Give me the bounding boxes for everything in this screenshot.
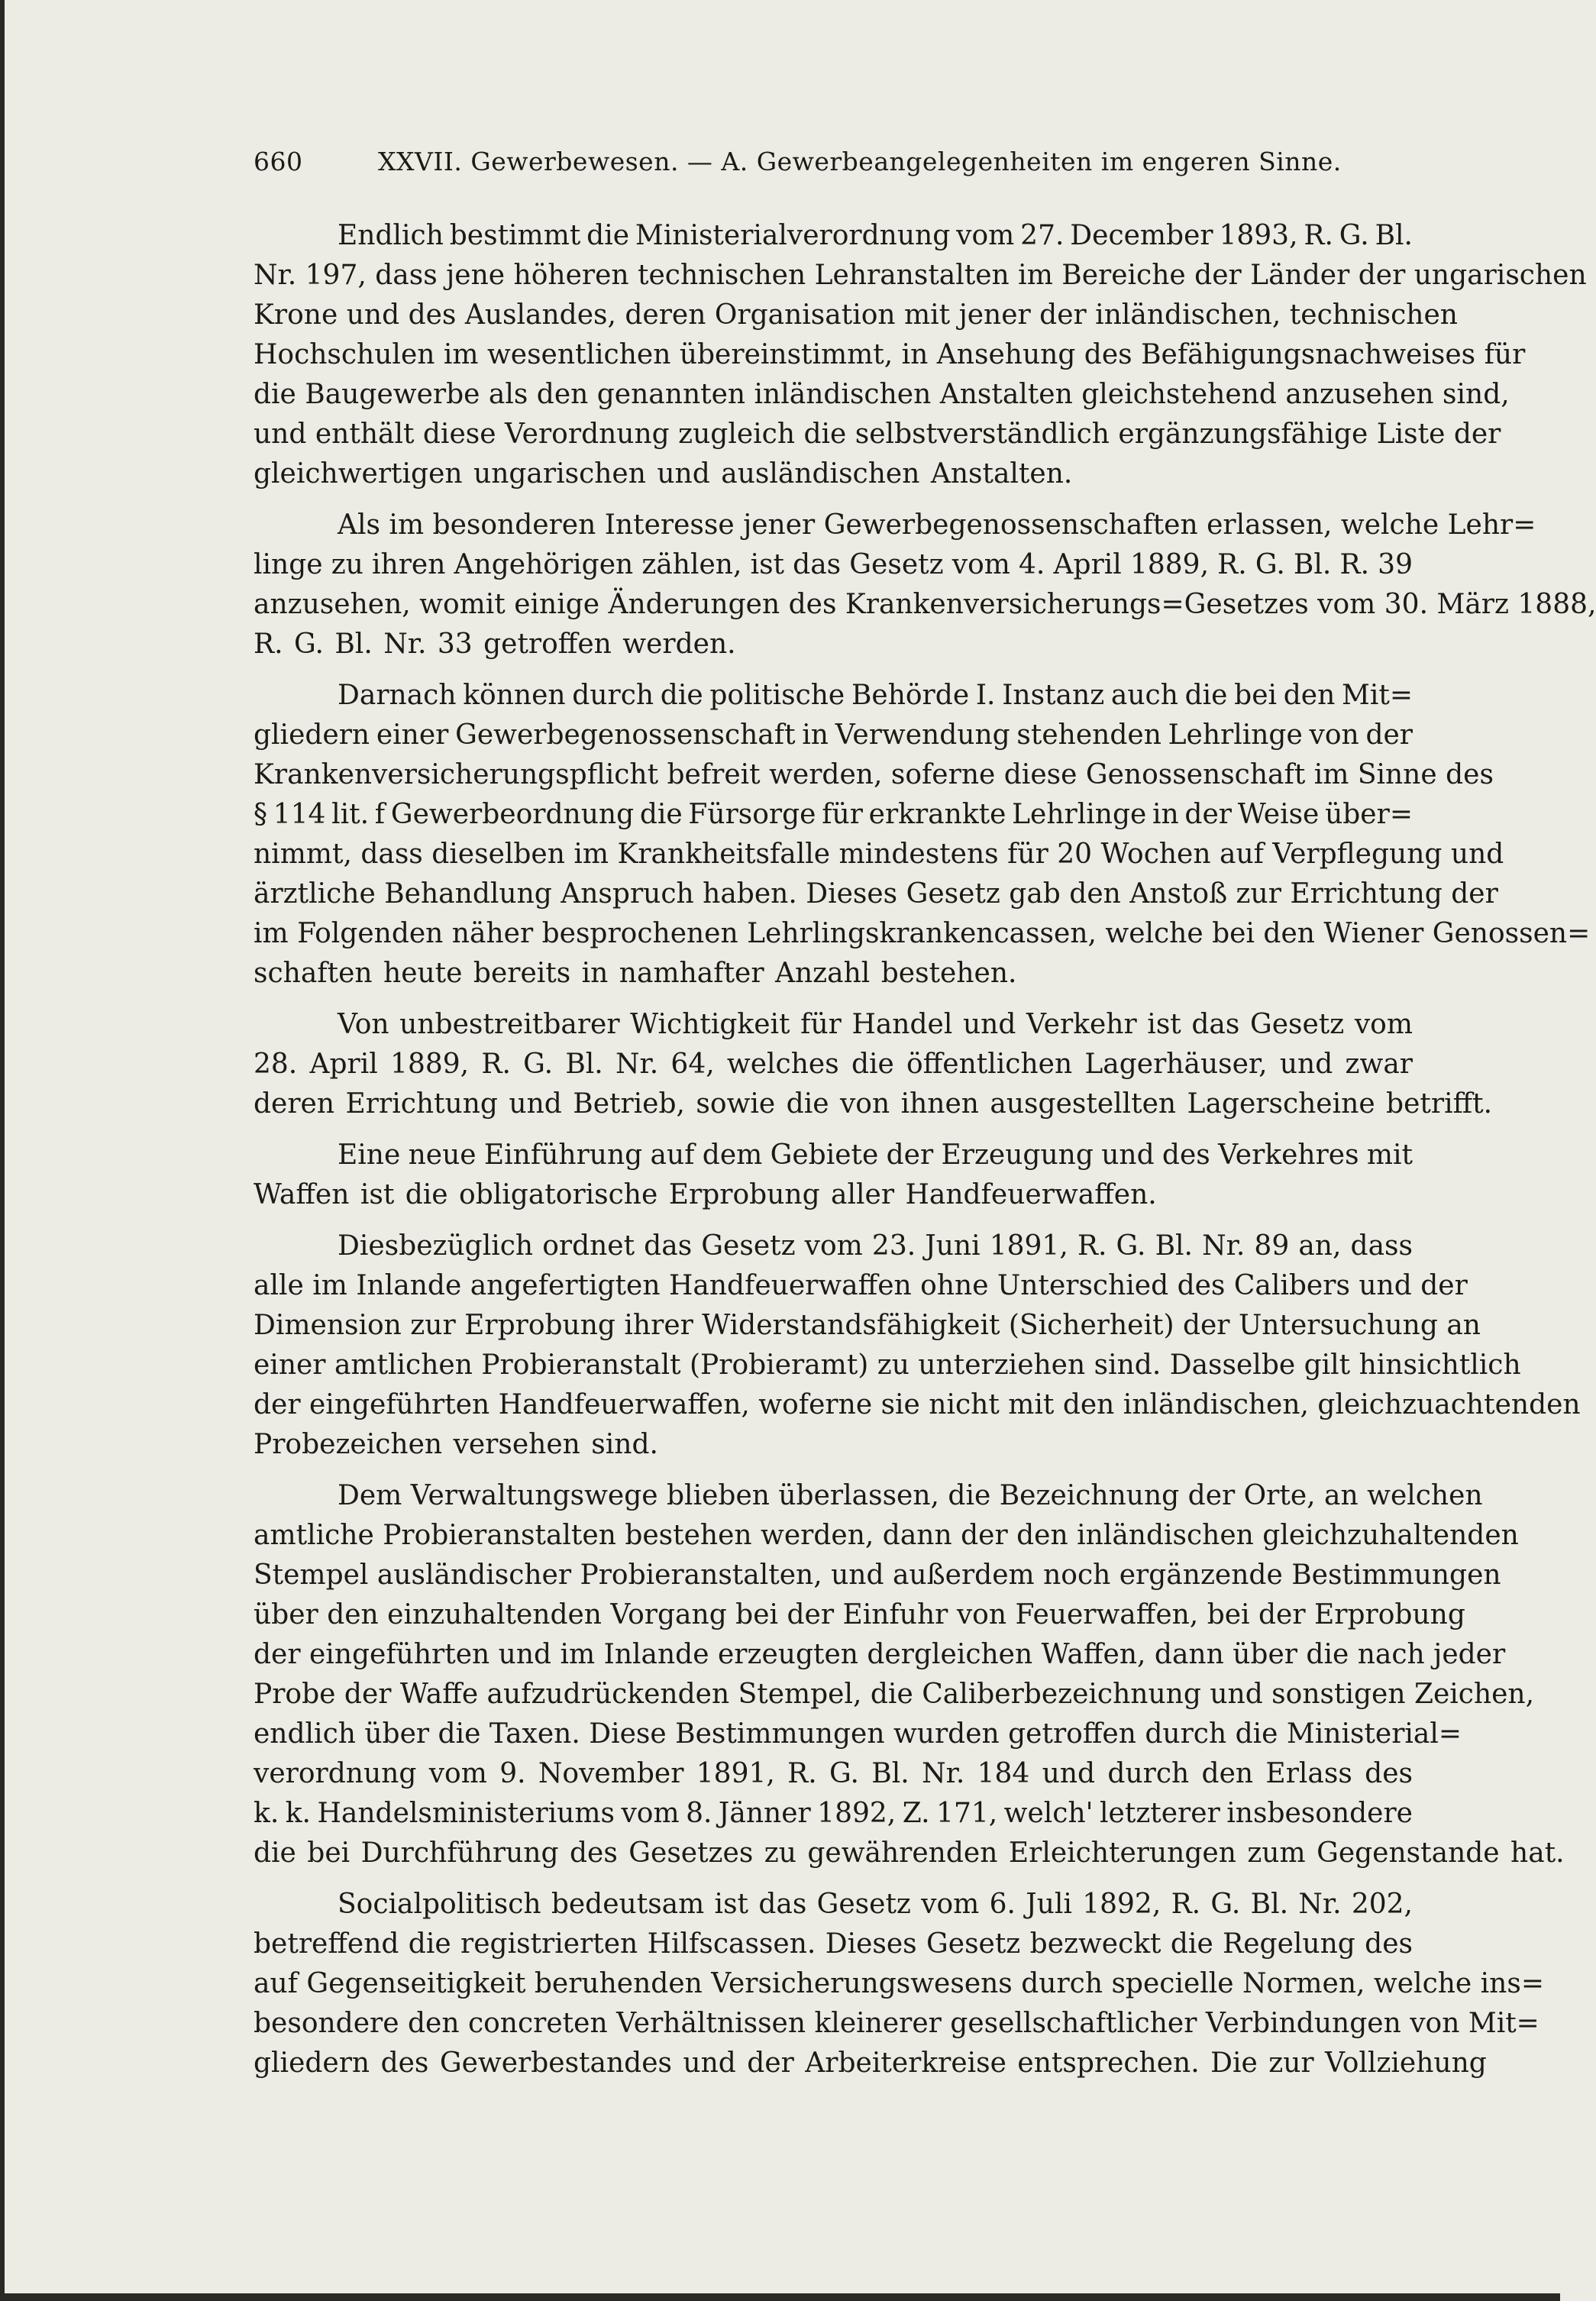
text-line: Dem Verwaltungswege blieben überlassen, die Bezeichnung der Orte, an welchen	[338, 1480, 1483, 1511]
text-line: deren Errichtung und Betrieb, sowie die von ihnen ausgestellten Lagerscheine betrifft.	[254, 1088, 1493, 1120]
page-number: 660	[254, 147, 303, 176]
text-line: die bei Durchführung des Gesetzes zu gewährenden Erleichterungen zum Gegenstande hat.	[254, 1837, 1565, 1869]
text-line: verordnung vom 9. November 1891, R. G. Bl. Nr. 184 und durch den Erlass des	[254, 1758, 1413, 1789]
paragraph	[254, 676, 1591, 994]
text-line: schaften heute bereits in namhafter Anzahl bestehen.	[254, 958, 1017, 989]
paragraph	[254, 1136, 1413, 1215]
running-title: XXVII. Gewerbewesen. — A. Gewerbeangelegenheiten im engeren Sinne.	[378, 147, 1342, 176]
text-line: Dimension zur Erprobung ihrer Widerstandsfähigkeit (Sicherheit) der Untersuchung an	[254, 1310, 1481, 1341]
paragraph	[254, 1226, 1581, 1465]
scan-border-bottom	[0, 2293, 1560, 2301]
text-line: auf Gegenseitigkeit beruhenden Versicherungswesens durch specielle Normen, welche ins=	[254, 1968, 1544, 1999]
text-line: der eingeführten und im Inlande erzeugten dergleichen Waffen, dann über die nach jeder	[254, 1639, 1506, 1670]
text-line: Hochschulen im wesentlichen übereinstimmt, in Ansehung des Befähigungsnachweises für	[254, 339, 1526, 370]
text-line: k. k. Handelsministeriums vom 8. Jänner 1892, Z. 171, welch' letzterer insbesondere	[254, 1798, 1413, 1829]
text-line: nimmt, dass dieselben im Krankheitsfalle mindestens für 20 Wochen auf Verpflegung und	[254, 839, 1504, 870]
text-line: gleichwertigen ungarischen und ausländischen Anstalten.	[254, 458, 1073, 490]
text-line: Darnach können durch die politische Behörde I. Instanz auch die bei den Mit=	[338, 680, 1413, 711]
text-line: betreffend die registrierten Hilfscassen. Dieses Gesetz bezweckt die Regelung des	[254, 1928, 1413, 1960]
paragraph	[254, 1005, 1493, 1124]
paragraph	[254, 506, 1596, 664]
text-line: amtliche Probieranstalten bestehen werden, dann der den inländischen gleichzuhaltenden	[254, 1520, 1519, 1551]
text-line: Krone und des Auslandes, deren Organisation mit jener der inländischen, technischen	[254, 299, 1458, 331]
paragraph	[254, 1885, 1544, 2083]
text-line: Socialpolitisch bedeutsam ist das Gesetz vom 6. Juli 1892, R. G. Bl. Nr. 202,	[338, 1889, 1413, 1920]
text-line: Diesbezüglich ordnet das Gesetz vom 23. Juni 1891, R. G. Bl. Nr. 89 an, dass	[338, 1230, 1413, 1262]
text-line: gliedern einer Gewerbegenossenschaft in Verwendung stehenden Lehrlinge von der	[254, 719, 1413, 751]
text-line: alle im Inlande angefertigten Handfeuerwaffen ohne Unterschied des Calibers und der	[254, 1270, 1468, 1301]
text-line: über den einzuhaltenden Vorgang bei der Einfuhr von Feuerwaffen, bei der Erprobung	[254, 1599, 1465, 1630]
text-line: und enthält diese Verordnung zugleich die selbstverständlich ergänzungsfähige Liste der	[254, 419, 1501, 450]
text-line: ärztliche Behandlung Anspruch haben. Dieses Gesetz gab den Anstoß zur Errichtung der	[254, 878, 1498, 910]
text-line: Probe der Waffe aufzudrückenden Stempel, die Caliberbezeichnung und sonstigen Zeichen,	[254, 1679, 1535, 1710]
text-line: besondere den concreten Verhältnissen kleinerer gesellschaftlicher Verbindungen von Mit=	[254, 2008, 1539, 2039]
text-line: gliedern des Gewerbestandes und der Arbeiterkreise entsprechen. Die zur Vollziehung	[254, 2047, 1487, 2079]
text-line: anzusehen, womit einige Änderungen des Krankenversicherungs=Gesetzes vom 30. März 1888,	[254, 589, 1596, 620]
text-line: Waffen ist die obligatorische Erprobung aller Handfeuerwaffen.	[254, 1179, 1157, 1210]
text-line: der eingeführten Handfeuerwaffen, woferne sie nicht mit den inländischen, gleichzuachtenden	[254, 1389, 1581, 1420]
text-line: endlich über die Taxen. Diese Bestimmungen wurden getroffen durch die Ministerial=	[254, 1718, 1462, 1750]
scan-border-left	[0, 0, 5, 2301]
text-line: Von unbestreitbarer Wichtigkeit für Handel und Verkehr ist das Gesetz vom	[338, 1009, 1413, 1040]
page-header	[254, 147, 1342, 185]
body-text	[254, 216, 1596, 2095]
paragraph	[254, 1476, 1565, 1873]
text-line: einer amtlichen Probieranstalt (Probieramt) zu unterziehen sind. Dasselbe gilt hinsichtlich	[254, 1349, 1521, 1381]
text-line: die Baugewerbe als den genannten inländischen Anstalten gleichstehend anzusehen sind,	[254, 379, 1510, 410]
text-line: Stempel ausländischer Probieranstalten, und außerdem noch ergänzende Bestimmungen	[254, 1559, 1501, 1591]
text-line: Eine neue Einführung auf dem Gebiete der Erzeugung und des Verkehres mit	[338, 1139, 1413, 1171]
paragraph	[254, 216, 1587, 494]
text-line: § 114 lit. f Gewerbeordnung die Fürsorge für erkrankte Lehrlinge in der Weise über=	[254, 799, 1413, 830]
text-line: linge zu ihren Angehörigen zählen, ist das Gesetz vom 4. April 1889, R. G. Bl. R. 39	[254, 549, 1413, 580]
text-line: Nr. 197, dass jene höheren technischen Lehranstalten im Bereiche der Länder der ungarischen	[254, 260, 1587, 291]
text-line: R. G. Bl. Nr. 33 getroffen werden.	[254, 629, 736, 660]
text-line: Probezeichen versehen sind.	[254, 1429, 658, 1460]
text-line: Krankenversicherungspflicht befreit werden, soferne diese Genossenschaft im Sinne des	[254, 759, 1494, 790]
text-line: Endlich bestimmt die Ministerialverordnung vom 27. December 1893, R. G. Bl.	[338, 220, 1413, 251]
text-line: im Folgenden näher besprochenen Lehrlingskrankencassen, welche bei den Wiener Genossen=	[254, 918, 1591, 949]
text-line: 28. April 1889, R. G. Bl. Nr. 64, welches die öffentlichen Lagerhäuser, und zwar	[254, 1049, 1413, 1080]
text-line: Als im besonderen Interesse jener Gewerbegenossenschaften erlassen, welche Lehr=	[338, 509, 1536, 541]
